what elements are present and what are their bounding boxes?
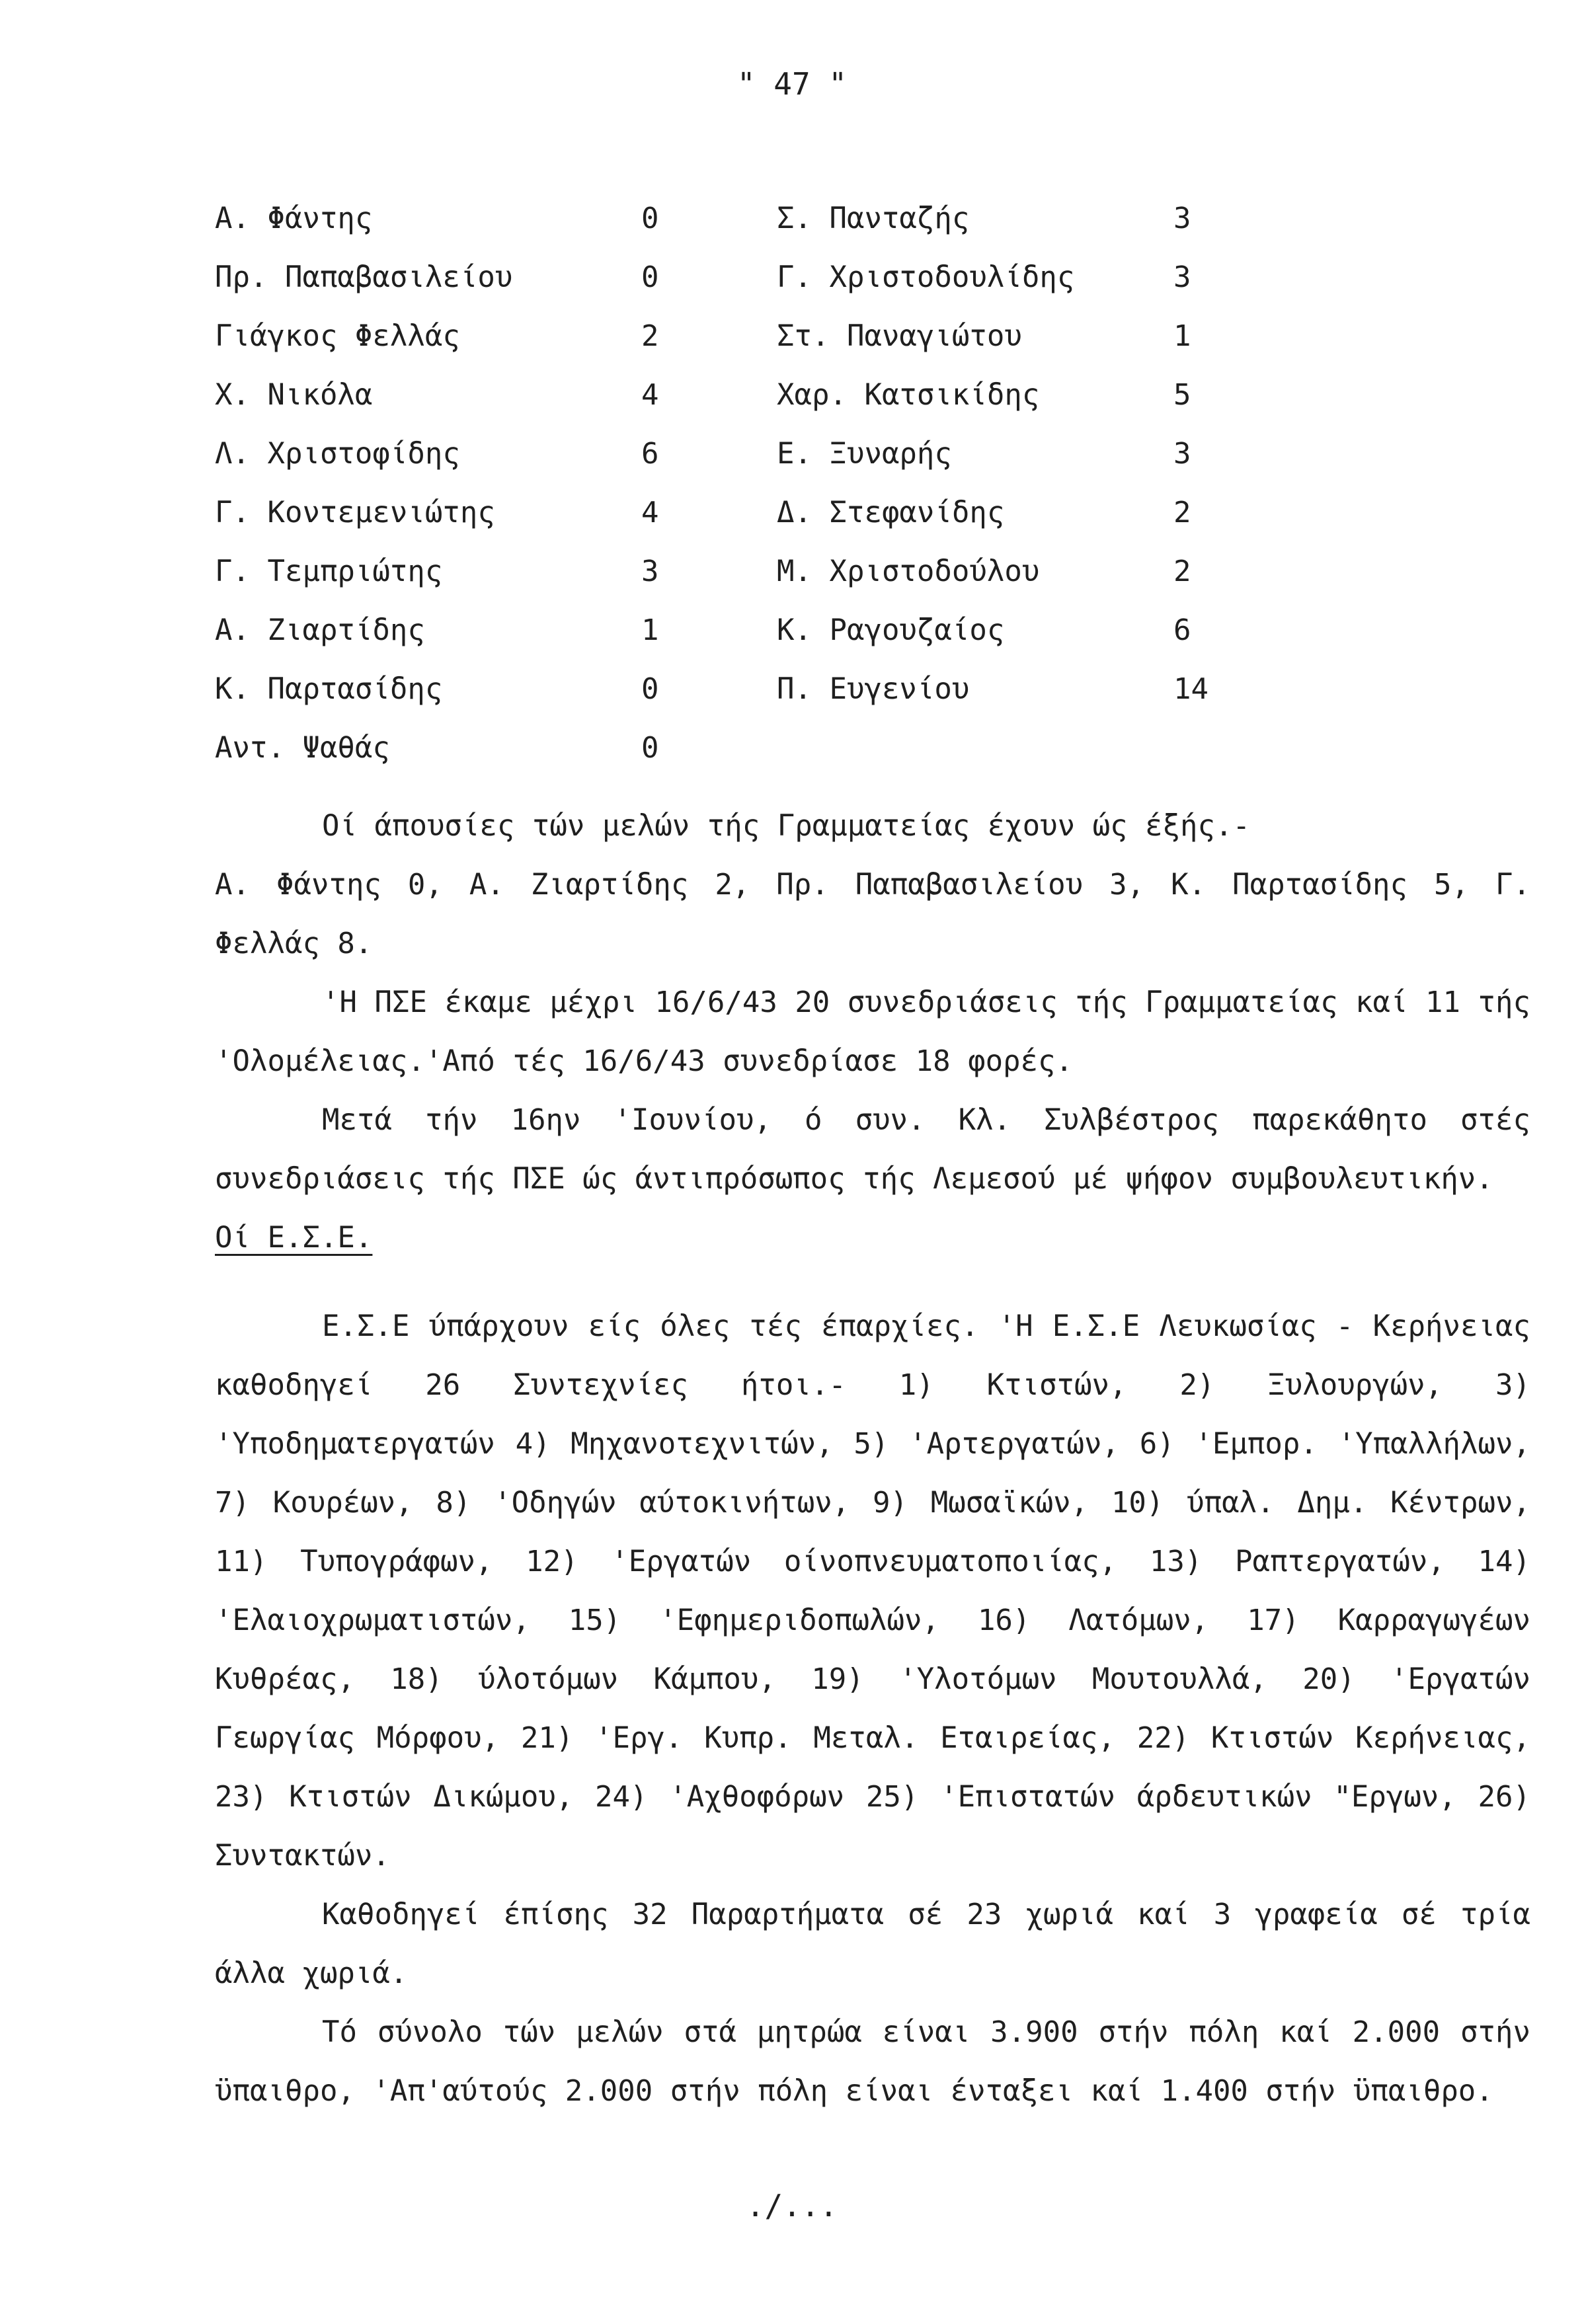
member-name: Ε. Ξυναρής bbox=[777, 437, 952, 471]
member-name: Γ. Τεμπριώτης bbox=[215, 555, 443, 588]
attendance-count: 0 bbox=[641, 672, 659, 706]
meetings-paragraph: 'Η ΠΣΕ έκαμε μέχρι 16/6/43 20 συνεδριάσεις τής Γραμματείας καί 11 τής 'Ολομέλειας.'Από τές 16/6/43 συνεδρίασε 18 φορές. bbox=[215, 986, 1530, 1078]
body-text bbox=[215, 796, 1530, 2120]
attendance-count: 0 bbox=[641, 260, 659, 294]
attendance-count: 6 bbox=[641, 437, 659, 471]
member-name: Α. Ζιαρτίδης bbox=[215, 613, 425, 647]
attendance-count: 3 bbox=[1173, 202, 1191, 235]
member-name: Πρ. Παπαβασιλείου bbox=[215, 260, 513, 294]
member-name: Γ. Χριστοδουλίδης bbox=[777, 260, 1075, 294]
attendance-row bbox=[215, 672, 1233, 731]
attendance-count: 4 bbox=[641, 378, 659, 412]
member-name: Δ. Στεφανίδης bbox=[777, 496, 1005, 529]
attendance-table bbox=[215, 202, 1233, 790]
attendance-count: 3 bbox=[1173, 437, 1191, 471]
continuation-mark: ./... bbox=[746, 2188, 838, 2224]
attendance-row bbox=[215, 319, 1233, 378]
attendance-count: 2 bbox=[1173, 496, 1191, 529]
member-name: Κ. Παρτασίδης bbox=[215, 672, 443, 706]
member-name: Α. Φάντης bbox=[215, 202, 373, 235]
attendance-count: 2 bbox=[1173, 555, 1191, 588]
attendance-row bbox=[215, 202, 1233, 260]
member-name: Σ. Πανταζής bbox=[777, 202, 970, 235]
section-heading-ese: Οί Ε.Σ.Ε. bbox=[215, 1221, 373, 1255]
attendance-count: 2 bbox=[641, 319, 659, 353]
member-name: Στ. Παναγιώτου bbox=[777, 319, 1022, 353]
attendance-row bbox=[215, 555, 1233, 613]
branches-paragraph: Καθοδηγεί έπίσης 32 Παραρτήματα σέ 23 χωριά καί 3 γραφεία σέ τρία άλλα χωριά. bbox=[215, 1898, 1530, 1990]
attendance-count: 4 bbox=[641, 496, 659, 529]
member-name: Γιάγκος Φελλάς bbox=[215, 319, 460, 353]
attendance-count: 14 bbox=[1173, 672, 1208, 706]
member-name: Χαρ. Κατσικίδης bbox=[777, 378, 1040, 412]
member-name: Λ. Χριστοφίδης bbox=[215, 437, 460, 471]
member-name: Π. Ευγενίου bbox=[777, 672, 970, 706]
attendance-row bbox=[215, 437, 1233, 496]
member-name: Γ. Κοντεμενιώτης bbox=[215, 496, 495, 529]
member-name: Κ. Ραγουζαίος bbox=[777, 613, 1005, 647]
attendance-row bbox=[215, 731, 1233, 790]
attendance-count: 1 bbox=[641, 613, 659, 647]
attendance-count: 0 bbox=[641, 202, 659, 235]
absences-list: Α. Φάντης 0, Α. Ζιαρτίδης 2, Πρ. Παπαβασιλείου 3, Κ. Παρτασίδης 5, Γ. Φελλάς 8. bbox=[215, 868, 1530, 960]
attendance-count: 3 bbox=[1173, 260, 1191, 294]
attendance-count: 3 bbox=[641, 555, 659, 588]
page-number: " 47 " bbox=[736, 66, 848, 102]
attendance-count: 0 bbox=[641, 731, 659, 765]
member-name: Αντ. Ψαθάς bbox=[215, 731, 390, 765]
attendance-count: 1 bbox=[1173, 319, 1191, 353]
attendance-count: 6 bbox=[1173, 613, 1191, 647]
member-name: Μ. Χριστοδούλου bbox=[777, 555, 1040, 588]
attendance-row bbox=[215, 496, 1233, 555]
members-paragraph: Τό σύνολο τών μελών στά μητρώα είναι 3.900 στήν πόλη καί 2.000 στήν ϋπαιθρο, 'Απ'αύτούς 2.000 στήν πόλη είναι ένταξει καί 1.400 στήν ϋπαιθρο. bbox=[215, 2015, 1530, 2108]
absences-intro: Οί άπουσίες τών μελών τής Γραμματείας έχουν ώς έξής.- bbox=[322, 809, 1250, 843]
attendance-row bbox=[215, 378, 1233, 437]
member-name: Χ. Νικόλα bbox=[215, 378, 373, 412]
attendance-row bbox=[215, 613, 1233, 672]
attendance-count: 5 bbox=[1173, 378, 1191, 412]
ese-paragraph: Ε.Σ.Ε ύπάρχουν είς όλες τές έπαρχίες. 'Η Ε.Σ.Ε Λευκωσίας - Κερήνειας καθοδηγεί 26 Συντεχνίες ήτοι.- 1) Κτιστών, 2) Ξυλουργών, 3) 'Υποδηματεργατών 4) Μηχανοτεχνιτών, 5) 'Αρτεργατών, 6) 'Εμπορ. 'Υπαλλήλων, 7) Κουρέων, 8) 'Οδηγών αύτοκινήτων, 9) Μωσαϊκών, 10) ύπαλ. Δημ. Κέντρων, 11) Τυπογράφων, 12) 'Εργατών οίνοπνευματοποιίας, 13) Ραπτεργατών, 14) 'Ελαιοχρωματιστών, 15) 'Εφημεριδοπωλών, 16) Λατόμων, 17) Καρραγωγέων Κυθρέας, 18) ύλοτόμων Κάμπου, 19) 'Υλοτόμων Μουτουλλά, 20) 'Εργατών Γεωργίας Μόρφου, 21) 'Εργ. Κυπρ. Μεταλ. Εταιρείας, 22) Κτιστών Κερήνειας, 23) Κτιστών Δικώμου, 24) 'Αχθοφόρων 25) 'Επιστατών άρδευτικών "Εργων, 26) Συντακτών. bbox=[215, 1309, 1530, 1873]
attendance-row bbox=[215, 260, 1233, 319]
sylvestros-paragraph: Μετά τήν 16ην 'Ιουνίου, ό συν. Κλ. Συλβέστρος παρεκάθητο στές συνεδριάσεις τής ΠΣΕ ώς άντιπρόσωπος τής Λεμεσού μέ ψήφον συμβουλευτικήν. bbox=[215, 1103, 1530, 1196]
